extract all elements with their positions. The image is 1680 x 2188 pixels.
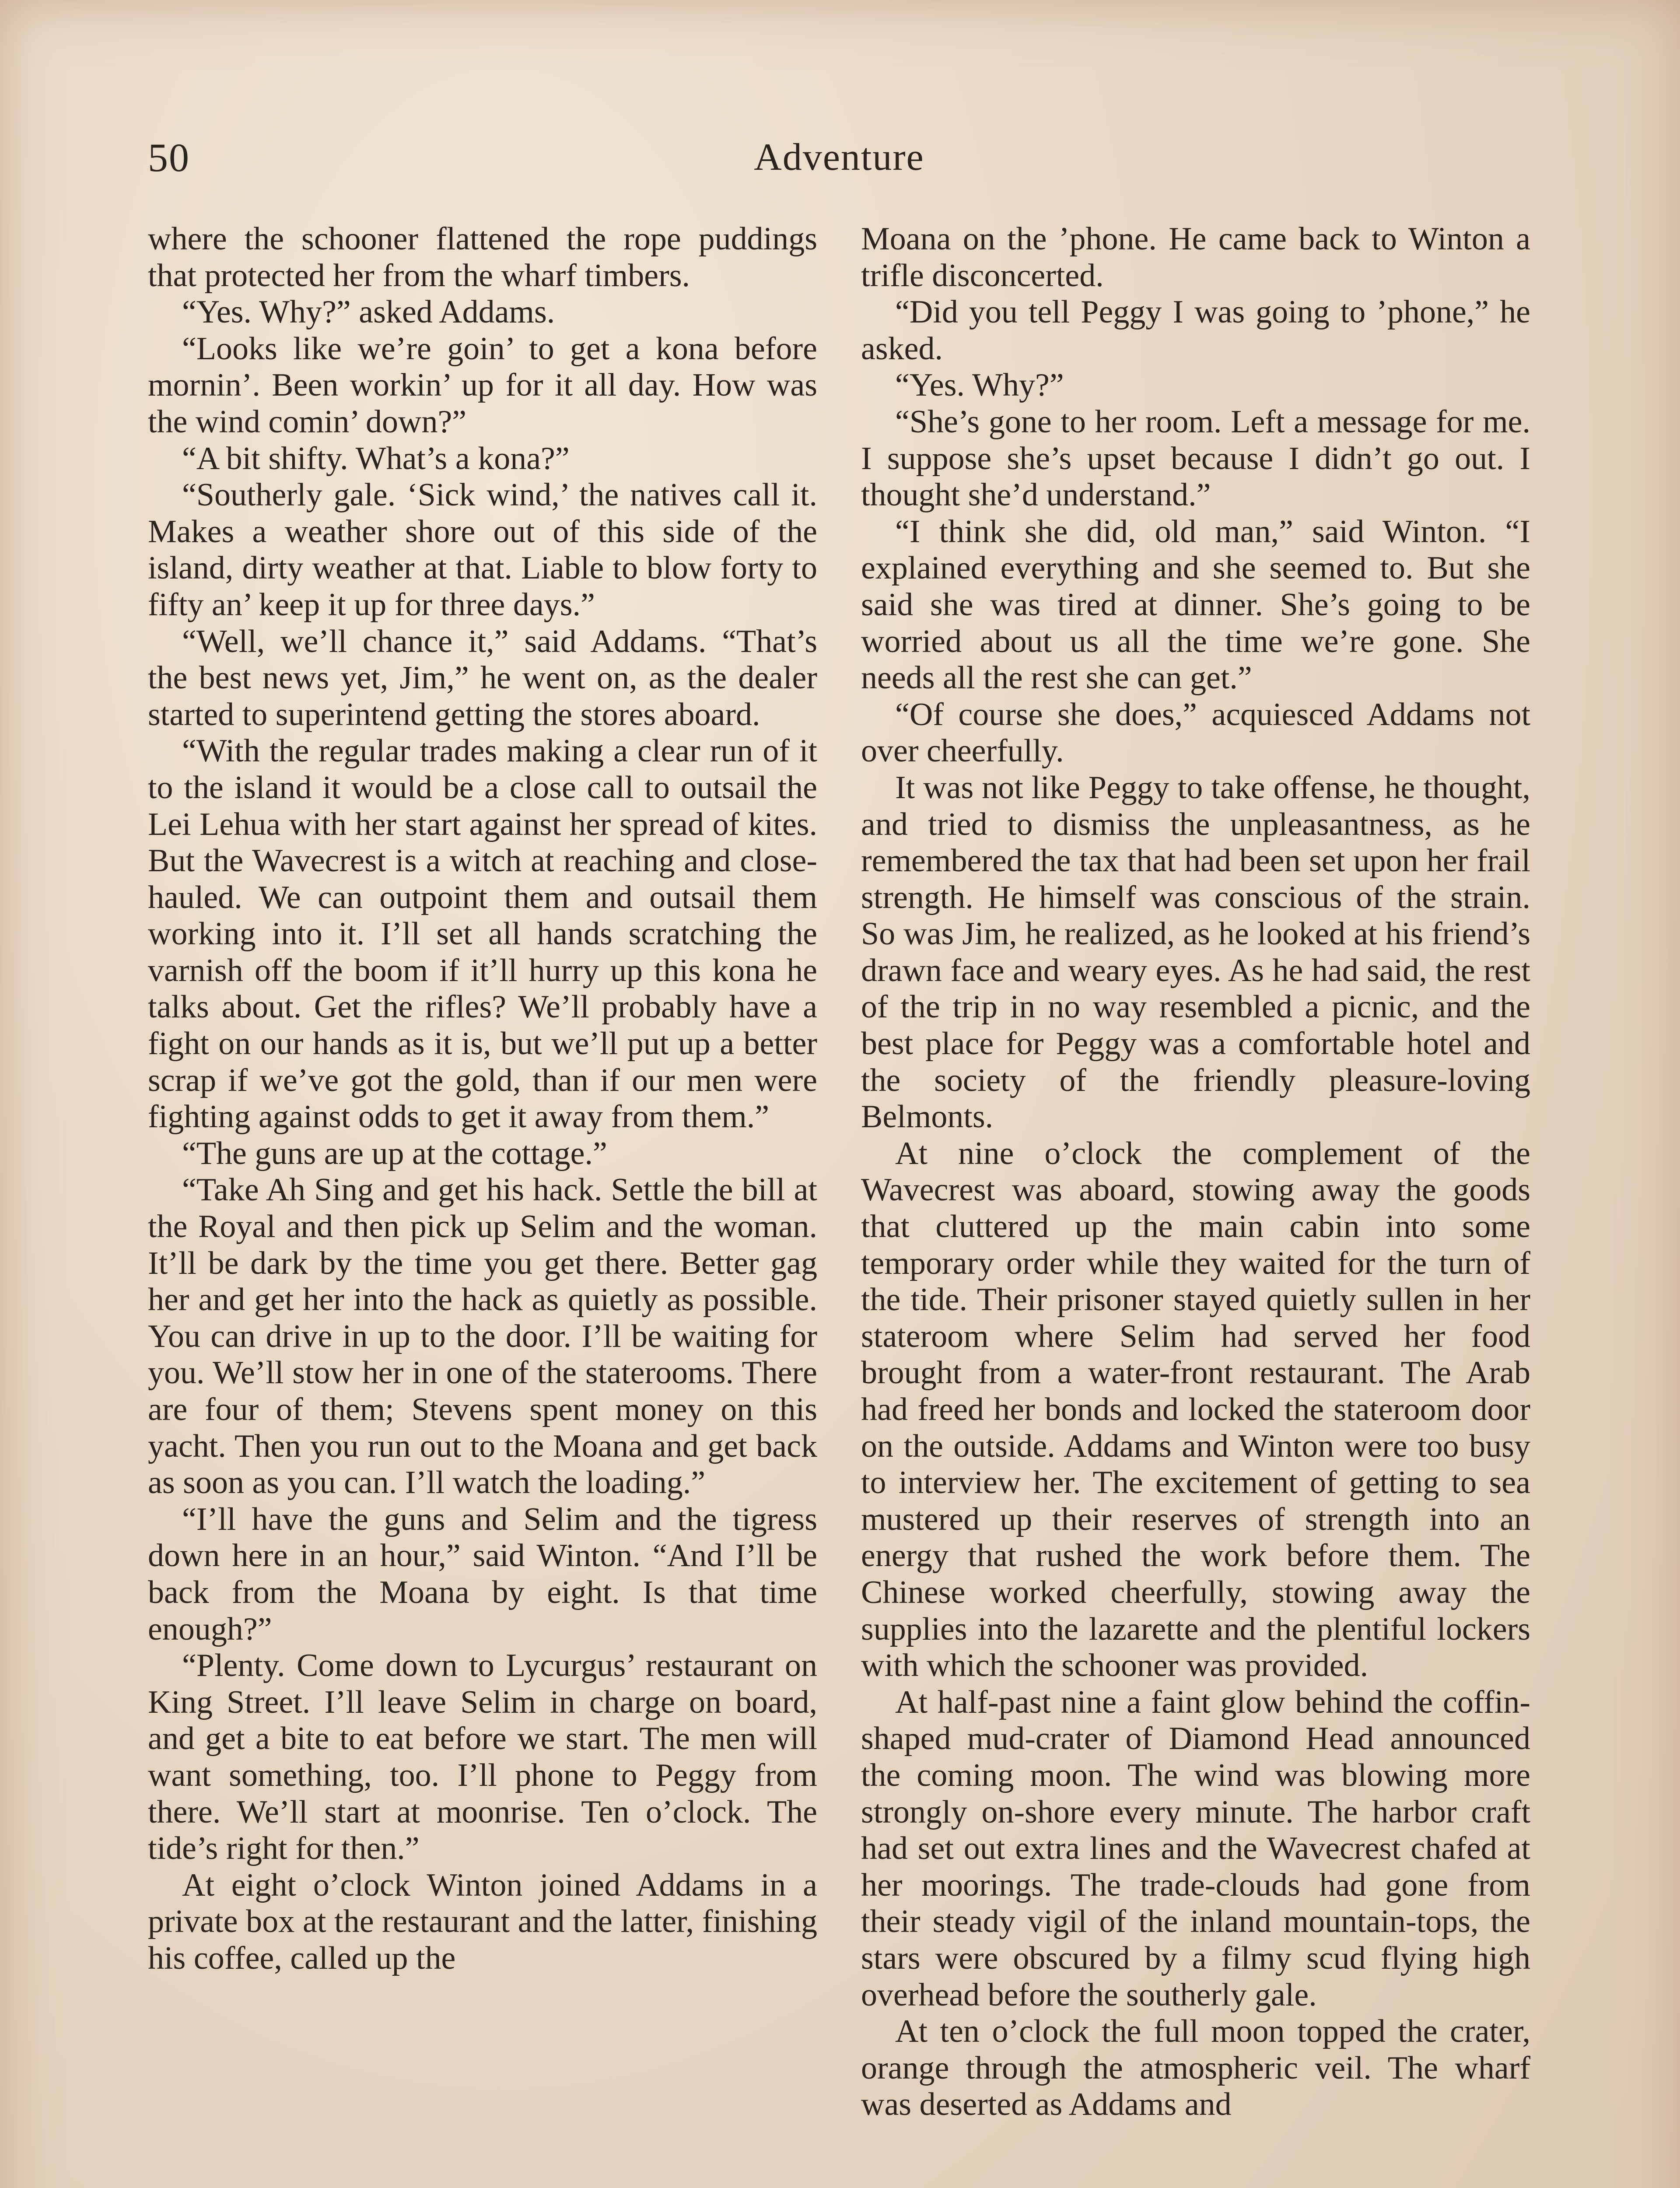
paragraph: “Yes. Why?” asked Addams. [182,294,555,330]
running-title: Adventure [754,136,924,179]
paragraph: “I think she did, old man,” said Winton. “I explained everything and she seemed to. But she said she was tired at dinner. She’s going to be worried about us all the time we’re gone. She needs all the rest she can get.” [861,513,1530,696]
left-column [148,221,817,1977]
paragraph: “I’ll have the guns and Selim and the tigress down here in an hour,” said Winton. “And I’ll be back from the Moana by eight. Is that time enough?” [148,1501,817,1647]
paragraph: At nine o’clock the complement of the Wavecrest was aboard, stowing away the goods that cluttered up the main cabin into some temporary order while they waited for the turn of the tide. Their prisoner stayed quietly sullen in her stateroom where Selim had served her food brought from a water-front restaurant. The Arab had freed her bonds and locked the stateroom door on the outside. Addams and Winton were too busy to interview her. The excitement of getting to sea mustered up their reserves of strength into an energy that rushed the work before them. The Chinese worked cheerfully, stowing away the supplies into the lazarette and the plentiful lockers with which the schooner was provided. [861,1135,1530,1684]
right-column [861,221,1530,2123]
page-number: 50 [148,135,190,180]
paragraph: “With the regular trades making a clear run of it to the island it would be a close call to outsail the Lei Lehua with her start against her spread of kites. But the Wavecrest is a witch at reaching and close-hauled. We can outpoint them and outsail them working into it. I’ll set all hands scratching the varnish off the boom if it’ll hurry up this kona he talks about. Get the rifles? We’ll probably have a fight on our hands as it is, but we’ll put up a better scrap if we’ve got the gold, than if our men were fighting against odds to get it away from them.” [148,733,817,1135]
paragraph: “Plenty. Come down to Lycurgus’ restaurant on King Street. I’ll leave Selim in charge on board, and get a bite to eat before we start. The men will want something, too. I’ll phone to Peggy from there. We’ll start at moonrise. Ten o’clock. The tide’s right for then.” [148,1648,817,1867]
paragraph: Moana on the ’phone. He came back to Winton a trifle disconcerted. [861,221,1530,294]
paragraph: “Take Ah Sing and get his hack. Settle the bill at the Royal and then pick up Selim and the woman. It’ll be dark by the time you get there. Better gag her and get her into the hack as quietly as possible. You can drive in up to the door. I’ll be waiting for you. We’ll stow her in one of the staterooms. There are four of them; Stevens spent money on this yacht. Then you run out to the Moana and get back as soon as you can. I’ll watch the loading.” [148,1172,817,1501]
paragraph: “The guns are up at the cottage.” [182,1135,607,1171]
paragraph: “Southerly gale. ‘Sick wind,’ the natives call it. Makes a weather shore out of this side of the island, dirty weather at that. Liable to blow forty to fifty an’ keep it up for three days.” [148,477,817,623]
paragraph: “Yes. Why?” [895,367,1064,403]
paragraph: At ten o’clock the full moon topped the crater, orange through the atmospheric veil. The wharf was deserted as Addams and [861,2013,1530,2123]
paragraph: “Well, we’ll chance it,” said Addams. “That’s the best news yet, Jim,” he went on, as the dealer started to superintend getting the stores aboard. [148,623,817,733]
paragraph: “Looks like we’re goin’ to get a kona before mornin’. Been workin’ up for it all day. How was the wind comin’ down?” [148,330,817,440]
paragraph: “She’s gone to her room. Left a message for me. I suppose she’s upset because I didn’t go out. I thought she’d understand.” [861,403,1530,513]
paragraph: At half-past nine a faint glow behind the coffin-shaped mud-crater of Diamond Head announced the coming moon. The wind was blowing more strongly on-shore every minute. The harbor craft had set out extra lines and the Wavecrest chafed at her moorings. The trade-clouds had gone from their steady vigil of the inland mountain-tops, the stars were obscured by a filmy scud flying high overhead before the southerly gale. [861,1684,1530,2013]
paragraph: where the schooner flattened the rope puddings that protected her from the wharf timbers. [148,221,817,294]
paragraph: “Of course she does,” acquiesced Addams not over cheerfully. [861,696,1530,769]
paragraph: At eight o’clock Winton joined Addams in a private box at the restaurant and the latter, finishing his coffee, called up the [148,1867,817,1976]
page-header [148,131,1530,184]
paragraph: “Did you tell Peggy I was going to ’phone,” he asked. [861,294,1530,367]
paragraph: It was not like Peggy to take offense, he thought, and tried to dismiss the unpleasantness, as he remembered the tax that had been set upon her frail strength. He himself was conscious of the strain. So was Jim, he realized, as he looked at his friend’s drawn face and weary eyes. As he had said, the rest of the trip in no way resembled a picnic, and the best place for Peggy was a comfortable hotel and the society of the friendly pleasure-loving Belmonts. [861,769,1530,1135]
paragraph: “A bit shifty. What’s a kona?” [182,440,570,477]
